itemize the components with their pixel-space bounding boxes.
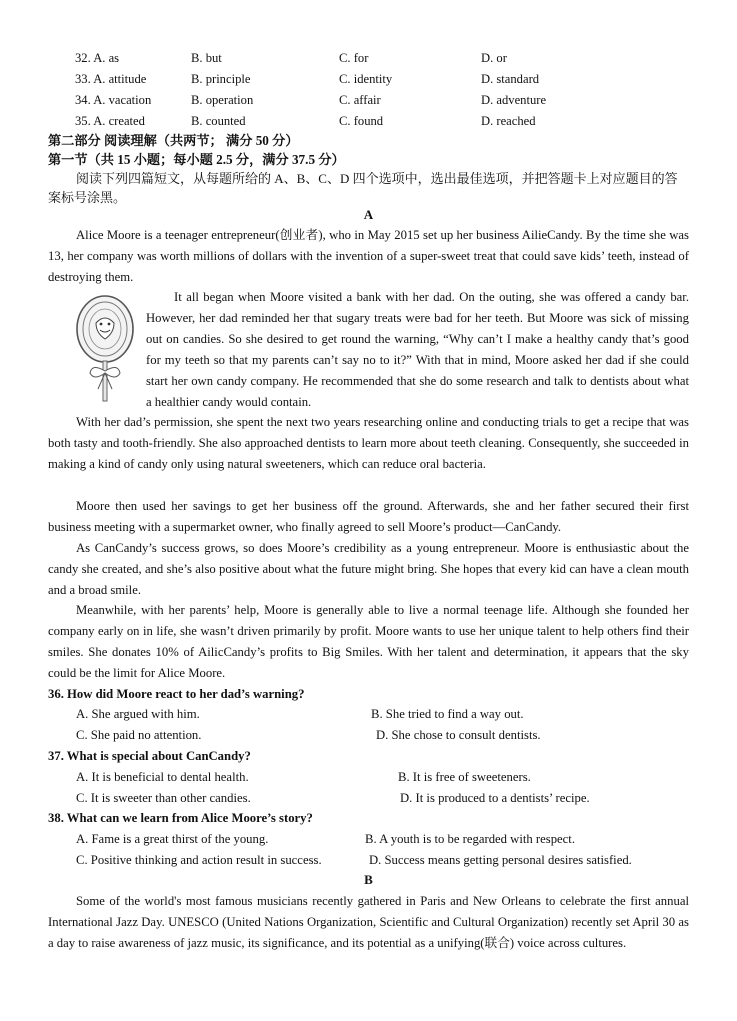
instructions: 阅读下列四篇短文，从每题所给的 A、B、C、D 四个选项中，选出最佳选项，并把答题卡上对应题目的答案标号涂黑。	[48, 171, 678, 205]
option-c: C. found	[339, 114, 384, 128]
passage-a-paragraph-4: Moore then used her savings to get her business off the ground. Afterwards, she and her father secured their first business meeting with a supermarket owner, who finally agreed to sell Moore’s product—CanCandy.	[48, 499, 689, 534]
option-b: B. operation	[191, 93, 254, 107]
passage-b-letter: B	[364, 872, 373, 887]
answer-option: C. She paid no attention.	[76, 728, 202, 742]
answer-option: B. A youth is to be regarded with respect.	[365, 832, 576, 846]
answer-option: D. Success means getting personal desires satisfied.	[369, 853, 632, 867]
passage-a-paragraph-3: With her dad’s permission, she spent the next two years researching online and conducting trials to get a recipe that was both tasty and tooth-friendly. She also approached dentists to learn more about teeth cleaning. Consequently, she succeeded in making a kind of candy only using natural sweeteners, which can reduce oral bacteria.	[48, 415, 689, 471]
option-c: C. affair	[339, 93, 381, 107]
option-b: B. principle	[191, 72, 251, 86]
question-37: 37. What is special about CanCandy?	[48, 749, 251, 763]
answer-option: A. It is beneficial to dental health.	[76, 770, 249, 784]
answer-option: B. She tried to find a way out.	[371, 707, 524, 721]
lollipop-icon	[70, 293, 140, 403]
answer-option: A. Fame is a great thirst of the young.	[76, 832, 269, 846]
option-c: C. identity	[339, 72, 393, 86]
answer-option: B. It is free of sweeteners.	[398, 770, 531, 784]
passage-b-paragraph-1: Some of the world's most famous musicians recently gathered in Paris and New Orleans to celebrate the first annual International Jazz Day. UNESCO (United Nations Organization, Scientific and Cultural Organization) recently set April 30 as a day to raise awareness of jazz music, its significance, and its potential as a unifying(联合) voice across cultures.	[48, 894, 689, 950]
answer-option: D. It is produced to a dentists’ recipe.	[400, 791, 590, 805]
option-c: C. for	[339, 51, 369, 65]
passage-a-paragraph-5: As CanCandy’s success grows, so does Moore’s credibility as a young entrepreneur. Moore is enthusiastic about the candy she created, and she’s also positive about what the future might bring. She hopes that every kid can have a clean mouth and a broad smile.	[48, 541, 689, 597]
question-38: 38. What can we learn from Alice Moore’s story?	[48, 811, 313, 825]
option-d: D. or	[481, 51, 507, 65]
passage-a-paragraph-1: Alice Moore is a teenager entrepreneur(创业者), who in May 2015 set up her business AilieCandy. By the time she was 13, her company was worth millions of dollars with the invention of a super-sweet treat that could save kids’ teeth, instead of destroying them.	[48, 228, 689, 284]
option-a: 33. A. attitude	[75, 72, 147, 86]
passage-a-paragraph-2: It all began when Moore visited a bank with her dad. On the outing, she was offered a candy bar. However, her dad reminded her that sugary treats were bad for her teeth. But Moore was sick of missing out on candies. So she desired to get round the warning, “Why can’t I make a healthy candy that’s good for my teeth so that my parents can’t say no to it?” With that in mind, Moore asked her dad if she could start her own candy company. He recommended that she do some research and talk to dentists about what a healthier candy would contain.	[146, 290, 689, 409]
option-a: 34. A. vacation	[75, 93, 152, 107]
passage-a-paragraph-6: Meanwhile, with her parents’ help, Moore is generally able to live a normal teenage life. Although she founded her company early on in life, she wasn’t driven primarily by profit. Moore wants to use her unique talent to help others find their smiles. She donates 10% of AilicCandy’s profits to Big Smiles. With her talent and determination, it appears that the sky could be the limit for Alice Moore.	[48, 603, 689, 680]
option-a: 32. A. as	[75, 51, 120, 65]
option-d: D. standard	[481, 72, 540, 86]
answer-option: D. She chose to consult dentists.	[376, 728, 541, 742]
option-b: B. counted	[191, 114, 246, 128]
passage-a-letter: A	[363, 207, 374, 222]
question-36: 36. How did Moore react to her dad’s warning?	[48, 687, 305, 701]
answer-option: C. It is sweeter than other candies.	[76, 791, 251, 805]
option-a: 35. A. created	[75, 114, 145, 128]
subsection-title: 第一节（共 15 小题；每小题 2.5 分，满分 37.5 分）	[48, 152, 345, 167]
option-b: B. but	[191, 51, 222, 65]
answer-option: C. Positive thinking and action result in success.	[76, 853, 322, 867]
option-d: D. reached	[481, 114, 536, 128]
answer-option: A. She argued with him.	[76, 707, 200, 721]
section-title: 第二部分 阅读理解（共两节； 满分 50 分）	[48, 133, 299, 148]
option-d: D. adventure	[481, 93, 547, 107]
